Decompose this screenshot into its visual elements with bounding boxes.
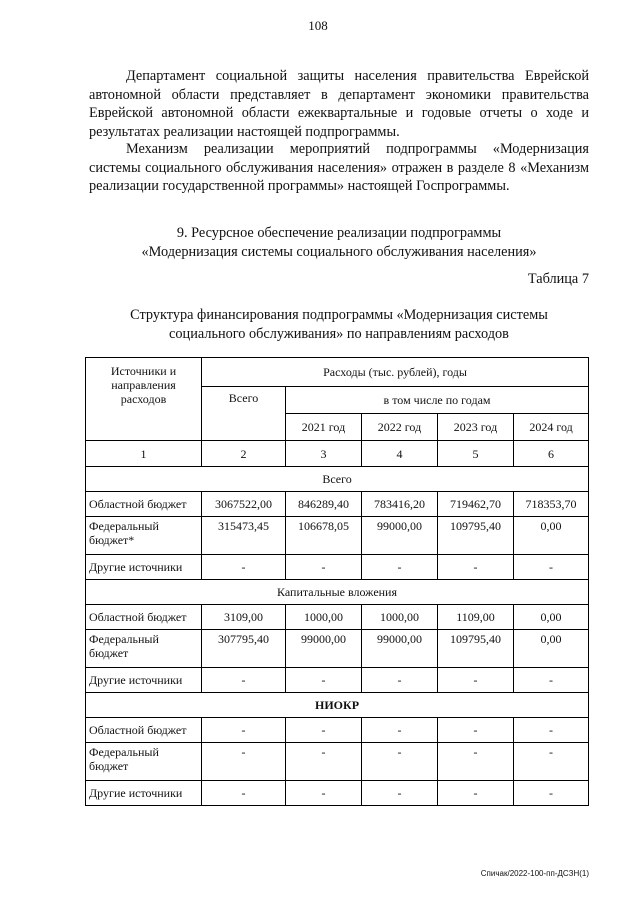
table-row [86, 630, 589, 668]
row-value: - [286, 743, 362, 781]
table-label: Таблица 7 [527, 271, 589, 287]
row-value: 783416,20 [362, 492, 438, 517]
header-sources: Источники и направления расходов [86, 358, 202, 441]
table-row [86, 517, 589, 555]
row-source: Федеральный бюджет* [86, 517, 202, 555]
row-value: - [438, 743, 514, 781]
column-number: 3 [286, 441, 362, 467]
paragraph-reporting: Департамент социальной защиты населения правительства Еврейской автономной области представляет в департамент экономики правительства Еврейской автономной области ежеквартальные и годовые отчеты о ходе и результатах реализации настоящей подпрограммы. [89, 68, 589, 140]
financing-table [85, 357, 589, 806]
section-title-row [86, 580, 589, 605]
header-year: 2021 год [286, 414, 362, 441]
column-number: 5 [438, 441, 514, 467]
column-number: 4 [362, 441, 438, 467]
header-total: Всего [202, 387, 286, 441]
table-row [86, 605, 589, 630]
row-value: 99000,00 [362, 517, 438, 555]
row-value: - [438, 555, 514, 580]
row-value: 1000,00 [286, 605, 362, 630]
table-row [86, 668, 589, 693]
row-source: Федеральный бюджет [86, 743, 202, 781]
row-value: - [202, 668, 286, 693]
row-value: 1000,00 [362, 605, 438, 630]
row-value: - [514, 718, 589, 743]
row-value: - [286, 668, 362, 693]
row-source: Другие источники [86, 781, 202, 806]
row-value: - [362, 668, 438, 693]
row-value: 307795,40 [202, 630, 286, 668]
row-value: - [514, 555, 589, 580]
row-source: Областной бюджет [86, 605, 202, 630]
row-value: - [514, 668, 589, 693]
row-value: 109795,40 [438, 517, 514, 555]
row-value: - [362, 718, 438, 743]
row-source: Областной бюджет [86, 718, 202, 743]
row-value: 3067522,00 [202, 492, 286, 517]
row-value: - [202, 781, 286, 806]
row-value: - [202, 555, 286, 580]
page-number: 108 [308, 18, 328, 33]
column-number-row [86, 441, 589, 467]
row-value: - [438, 718, 514, 743]
row-value: - [286, 555, 362, 580]
row-value: - [514, 743, 589, 781]
paragraph-mechanism: Механизм реализации мероприятий подпрограммы «Модернизация системы социального обслуживания населения» отражен в разделе 8 «Механизм реализации государственной программы» настоящей Госпрограммы. [89, 141, 589, 195]
row-source: Областной бюджет [86, 492, 202, 517]
column-number: 2 [202, 441, 286, 467]
row-value: - [362, 743, 438, 781]
row-value: 1109,00 [438, 605, 514, 630]
table-row [86, 781, 589, 806]
row-value: - [202, 718, 286, 743]
row-source: Федеральный бюджет [86, 630, 202, 668]
section-heading [89, 224, 589, 261]
row-value: 846289,40 [286, 492, 362, 517]
section-title: Капитальные вложения [86, 580, 589, 605]
row-value: - [438, 781, 514, 806]
row-value: 106678,05 [286, 517, 362, 555]
table-row [86, 555, 589, 580]
section-heading-line2: «Модернизация системы социального обслуживания населения» [141, 243, 537, 260]
header-year: 2024 год [514, 414, 589, 441]
row-value: 315473,45 [202, 517, 286, 555]
row-value: 0,00 [514, 630, 589, 668]
row-value: - [362, 555, 438, 580]
row-source: Другие источники [86, 555, 202, 580]
table-caption-line1: Структура финансирования подпрограммы «Модернизация системы [130, 307, 548, 323]
header-expenses: Расходы (тыс. рублей), годы [202, 358, 589, 387]
row-value: - [514, 781, 589, 806]
row-value: 0,00 [514, 517, 589, 555]
header-row-1 [86, 358, 589, 387]
section-heading-line1: 9. Ресурсное обеспечение реализации подпрограммы [176, 225, 502, 241]
row-value: 109795,40 [438, 630, 514, 668]
table-row [86, 743, 589, 781]
row-value: 99000,00 [362, 630, 438, 668]
row-value: 0,00 [514, 605, 589, 630]
row-value: - [438, 668, 514, 693]
section-title-row [86, 467, 589, 492]
section-title: Всего [86, 467, 589, 492]
header-year: 2022 год [362, 414, 438, 441]
row-value: - [286, 781, 362, 806]
header-year: 2023 год [438, 414, 514, 441]
row-value: - [286, 718, 362, 743]
section-title: НИОКР [86, 693, 589, 718]
table-row [86, 492, 589, 517]
row-value: 99000,00 [286, 630, 362, 668]
row-value: - [202, 743, 286, 781]
table-caption [89, 306, 589, 343]
row-value: - [362, 781, 438, 806]
column-number: 6 [514, 441, 589, 467]
row-value: 718353,70 [514, 492, 589, 517]
column-number: 1 [86, 441, 202, 467]
header-including: в том числе по годам [286, 387, 589, 414]
table-caption-line2: социального обслуживания» по направлениям расходов [169, 325, 509, 342]
row-value: 3109,00 [202, 605, 286, 630]
table-row [86, 718, 589, 743]
footer-code: Спичак/2022-100-пп-ДСЗН(1) [480, 869, 589, 878]
row-value: 719462,70 [438, 492, 514, 517]
section-title-row [86, 693, 589, 718]
row-source: Другие источники [86, 668, 202, 693]
